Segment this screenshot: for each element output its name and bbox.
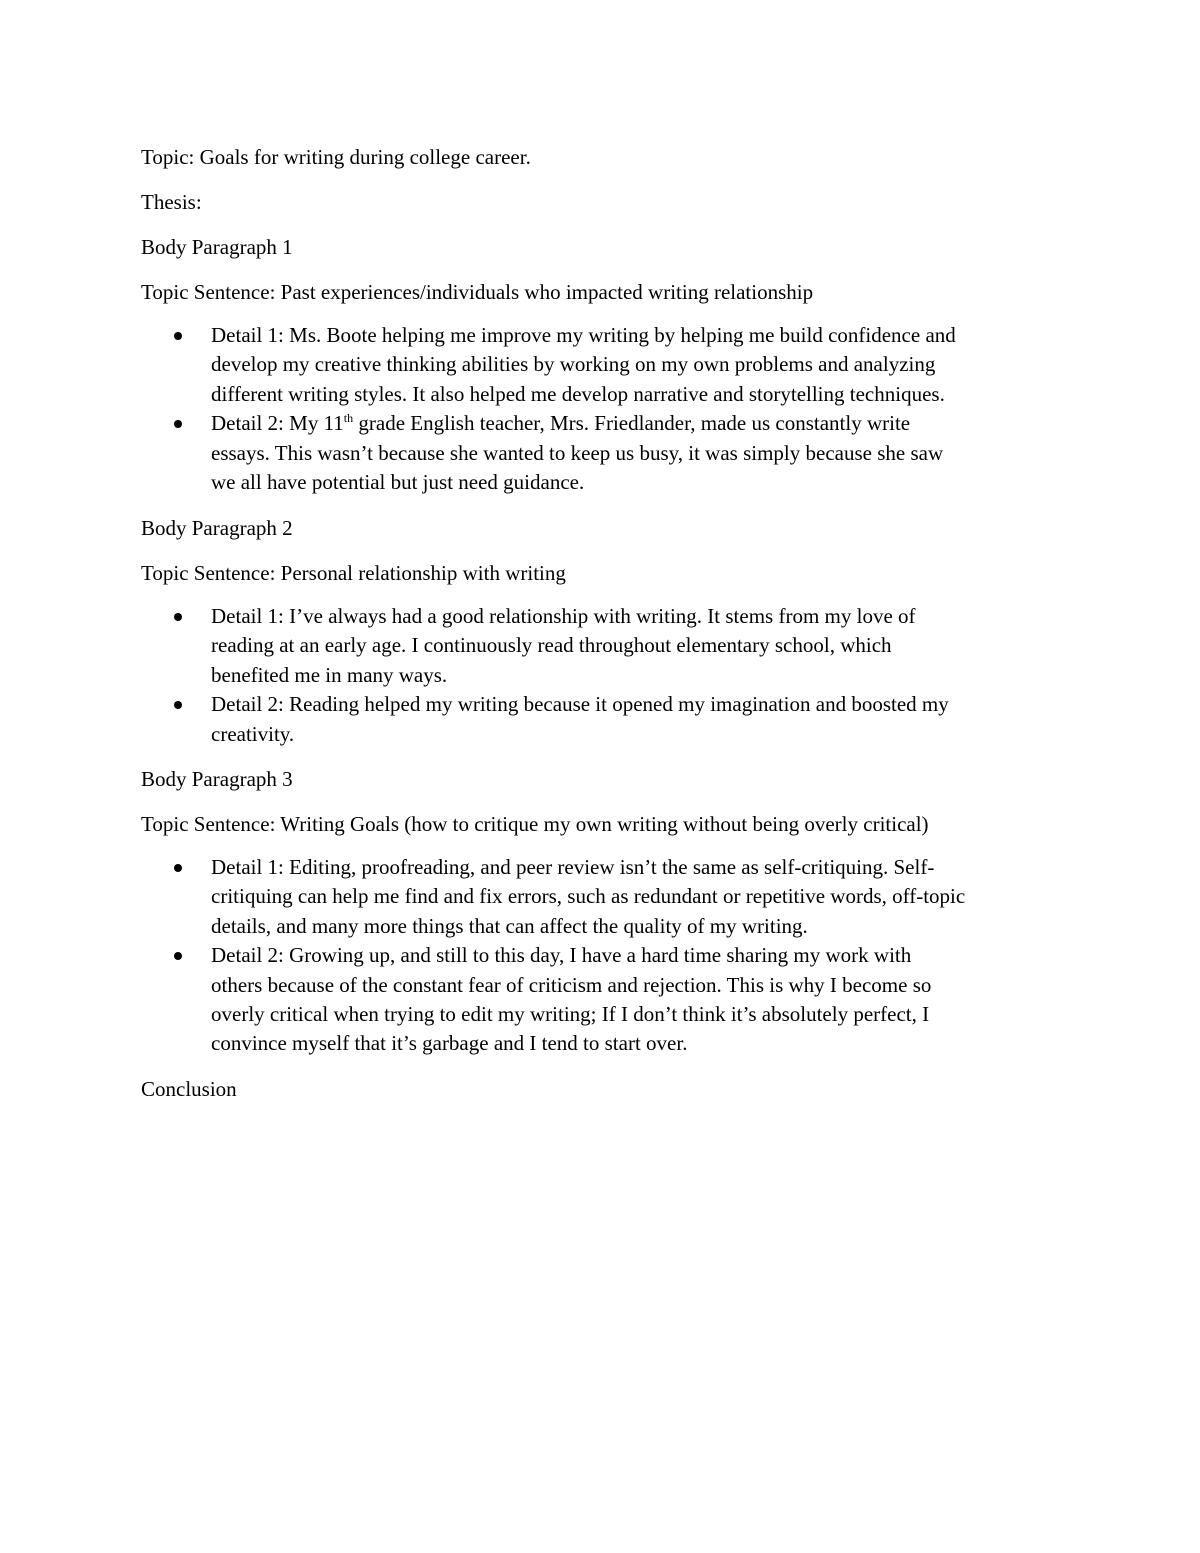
detail-line: Detail 1: I’ve always had a good relationship with writing. It stems from my love of <box>211 604 916 628</box>
detail-text: grade English teacher, Mrs. Friedlander, made us constantly write <box>353 411 911 436</box>
list-item <box>211 602 1081 690</box>
detail-line: critiquing can help me find and fix errors, such as redundant or repetitive words, off-topic <box>211 884 966 909</box>
bullet-icon <box>174 420 182 428</box>
body-paragraph-2-heading: Body Paragraph 2 <box>141 516 293 540</box>
detail-line: creativity. <box>211 721 295 746</box>
detail-line: convince myself that it’s garbage and I tend to start over. <box>211 1031 688 1056</box>
bullet-icon <box>174 864 182 872</box>
thesis-line: Thesis: <box>141 190 202 214</box>
topic-line: Topic: Goals for writing during college career. <box>141 145 531 169</box>
detail-line: we all have potential but just need guidance. <box>211 470 585 495</box>
detail-text: Detail 2: My 11 <box>211 411 344 436</box>
list-item <box>211 853 1081 941</box>
detail-line <box>211 409 1081 438</box>
body-paragraph-1-details <box>211 321 1081 497</box>
body-paragraph-2-details <box>211 602 1081 749</box>
bullet-icon <box>174 613 182 621</box>
detail-line: reading at an early age. I continuously read throughout elementary school, which <box>211 633 892 658</box>
detail-line: details, and many more things that can affect the quality of my writing. <box>211 913 808 938</box>
list-item <box>211 690 1081 749</box>
detail-line: essays. This wasn’t because she wanted to keep us busy, it was simply because she saw <box>211 440 944 465</box>
bullet-icon <box>174 332 182 340</box>
list-item <box>211 321 1081 409</box>
body-paragraph-2-topic-sentence: Topic Sentence: Personal relationship with writing <box>141 561 566 585</box>
body-paragraph-3-details <box>211 853 1081 1059</box>
conclusion-heading: Conclusion <box>141 1077 237 1101</box>
detail-line: Detail 1: Ms. Boote helping me improve my writing by helping me build confidence and <box>211 323 956 347</box>
detail-line: benefited me in many ways. <box>211 662 448 687</box>
detail-line: overly critical when trying to edit my writing; If I don’t think it’s absolutely perfect, I <box>211 1002 930 1027</box>
bullet-icon <box>174 952 182 960</box>
detail-line: develop my creative thinking abilities by working on my own problems and analyzing <box>211 352 936 377</box>
detail-line: Detail 2: Reading helped my writing because it opened my imagination and boosted my <box>211 692 949 717</box>
list-item <box>211 409 1081 497</box>
body-paragraph-1-topic-sentence: Topic Sentence: Past experiences/individuals who impacted writing relationship <box>141 280 814 304</box>
bullet-icon <box>174 701 182 709</box>
body-paragraph-3-topic-sentence: Topic Sentence: Writing Goals (how to critique my own writing without being overly critical) <box>141 812 929 836</box>
body-paragraph-3-heading: Body Paragraph 3 <box>141 767 293 791</box>
detail-line: others because of the constant fear of criticism and rejection. This is why I become so <box>211 972 932 997</box>
body-paragraph-1-heading: Body Paragraph 1 <box>141 235 293 259</box>
detail-line: Detail 2: Growing up, and still to this day, I have a hard time sharing my work with <box>211 943 912 968</box>
detail-line: Detail 1: Editing, proofreading, and peer review isn’t the same as self-critiquing. Self- <box>211 855 935 879</box>
list-item <box>211 941 1081 1059</box>
ordinal-superscript: th <box>343 411 354 426</box>
detail-line: different writing styles. It also helped me develop narrative and storytelling techniques. <box>211 381 945 406</box>
